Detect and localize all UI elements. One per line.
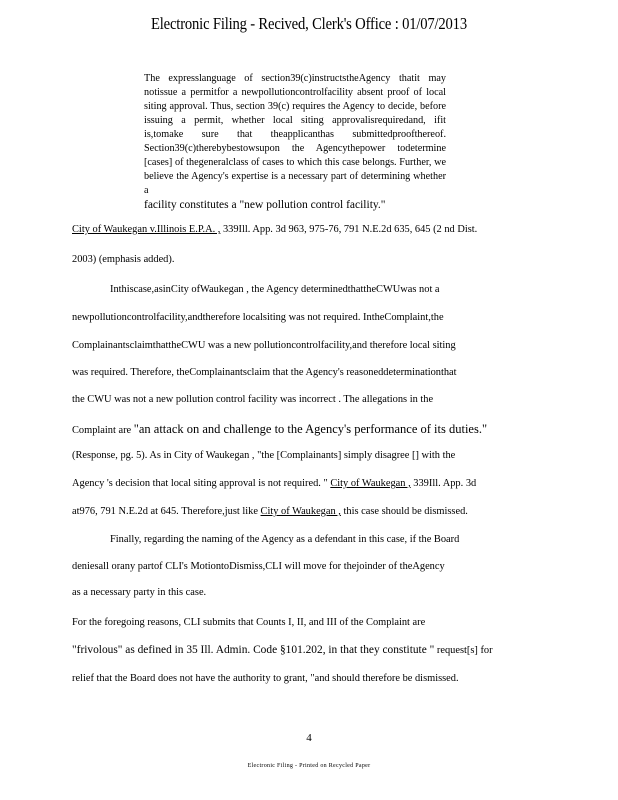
paragraph-line: newpollutioncontrolfacility,andtherefore localsiting was not required. IntheComplaint,the bbox=[72, 312, 444, 323]
quoted-text: "an attack on and challenge to the Agency's performance of its duties." bbox=[133, 422, 488, 436]
citation-line-2: 2003) (emphasis added). bbox=[72, 254, 175, 265]
paragraph-line: as a necessary party in this case. bbox=[72, 587, 207, 598]
paragraph-line bbox=[72, 422, 540, 437]
citation-rest: 339Ill. App. 3d 963, 975-76, 791 N.E.2d 635, 645 (2 nd Dist. bbox=[220, 224, 478, 235]
paragraph-line: For the foregoing reasons, CLI submits that Counts I, II, and III of the Complaint are bbox=[72, 617, 426, 628]
paragraph-line bbox=[72, 478, 540, 489]
citation-line bbox=[72, 224, 540, 235]
text-span: request[s] for bbox=[434, 645, 493, 656]
paragraph-line: deniesall orany partof CLI's MotiontoDismiss,CLI will move for thejoinder of theAgency bbox=[72, 561, 445, 572]
filing-stamp-header: Electronic Filing - Recived, Clerk's Office : 01/07/2013 bbox=[151, 14, 467, 33]
text-span: 339Ill. App. 3d bbox=[410, 478, 477, 489]
case-citation: City of Waukegan , bbox=[260, 506, 341, 517]
block-quote-text: The expresslanguage of section39(c)instructstheAgency thatit may notissue a permitfor a newpollutioncontrolfacility absent proof of local siting approval. Thus, section 39(c) requires the Agency to decide, before issuing a permit, whether local siting approvalisrequiredand, ifit is,tomake sure that theapplicanthas submittedproofthereof. Section39(c)therebybestowsupon the Agencythepower todetermine [cases] of thegeneralclass of cases to which this case belongs. Further, we believe the Agency's expertise is a necessary part of determining whether a bbox=[144, 73, 446, 196]
text-span: at976, 791 N.E.2d at 645. Therefore,just like bbox=[72, 506, 261, 517]
page-footer: Electronic Filing - Printed on Recycled Paper bbox=[247, 763, 371, 769]
case-citation: City of Waukegan , bbox=[330, 478, 411, 489]
paragraph-line: (Response, pg. 5). As in City of Waukegan , "the [Complainants] simply disagree [] with the bbox=[72, 450, 456, 461]
text-span: this case should be dismissed. bbox=[340, 506, 468, 517]
paragraph-line: Inthiscase,asinCity ofWaukegan , the Agency determinedthattheCWUwas not a bbox=[110, 284, 440, 295]
paragraph-line bbox=[72, 644, 540, 656]
body-text bbox=[72, 0, 540, 800]
paragraph-line: Finally, regarding the naming of the Agency as a defendant in this case, if the Board bbox=[110, 534, 460, 545]
block-quote-last-line: facility constitutes a "new pollution control facility." bbox=[144, 199, 386, 211]
case-citation: City of Waukegan v.Illinois E.P.A. , bbox=[72, 224, 221, 235]
paragraph-line: relief that the Board does not have the authority to grant, "and should therefore be dismissed. bbox=[72, 673, 459, 684]
text-span: Complaint are bbox=[72, 425, 134, 436]
text-span: Agency 's decision that local siting approval is not required. " bbox=[72, 478, 331, 489]
paragraph-line bbox=[72, 506, 540, 517]
text-span: "frivolous" as defined in 35 Ill. Admin. Code §101.202, in that they constitute " bbox=[72, 644, 435, 656]
paragraph-line: was required. Therefore, theComplainantsclaim that the Agency's reasoneddeterminationthat bbox=[72, 367, 457, 378]
page-number: 4 bbox=[306, 732, 312, 744]
paragraph-line: the CWU was not a new pollution control facility was incorrect . The allegations in the bbox=[72, 394, 434, 405]
paragraph-line: ComplainantsclaimthattheCWU was a new pollutioncontrolfacility,and therefore local siting bbox=[72, 340, 456, 351]
